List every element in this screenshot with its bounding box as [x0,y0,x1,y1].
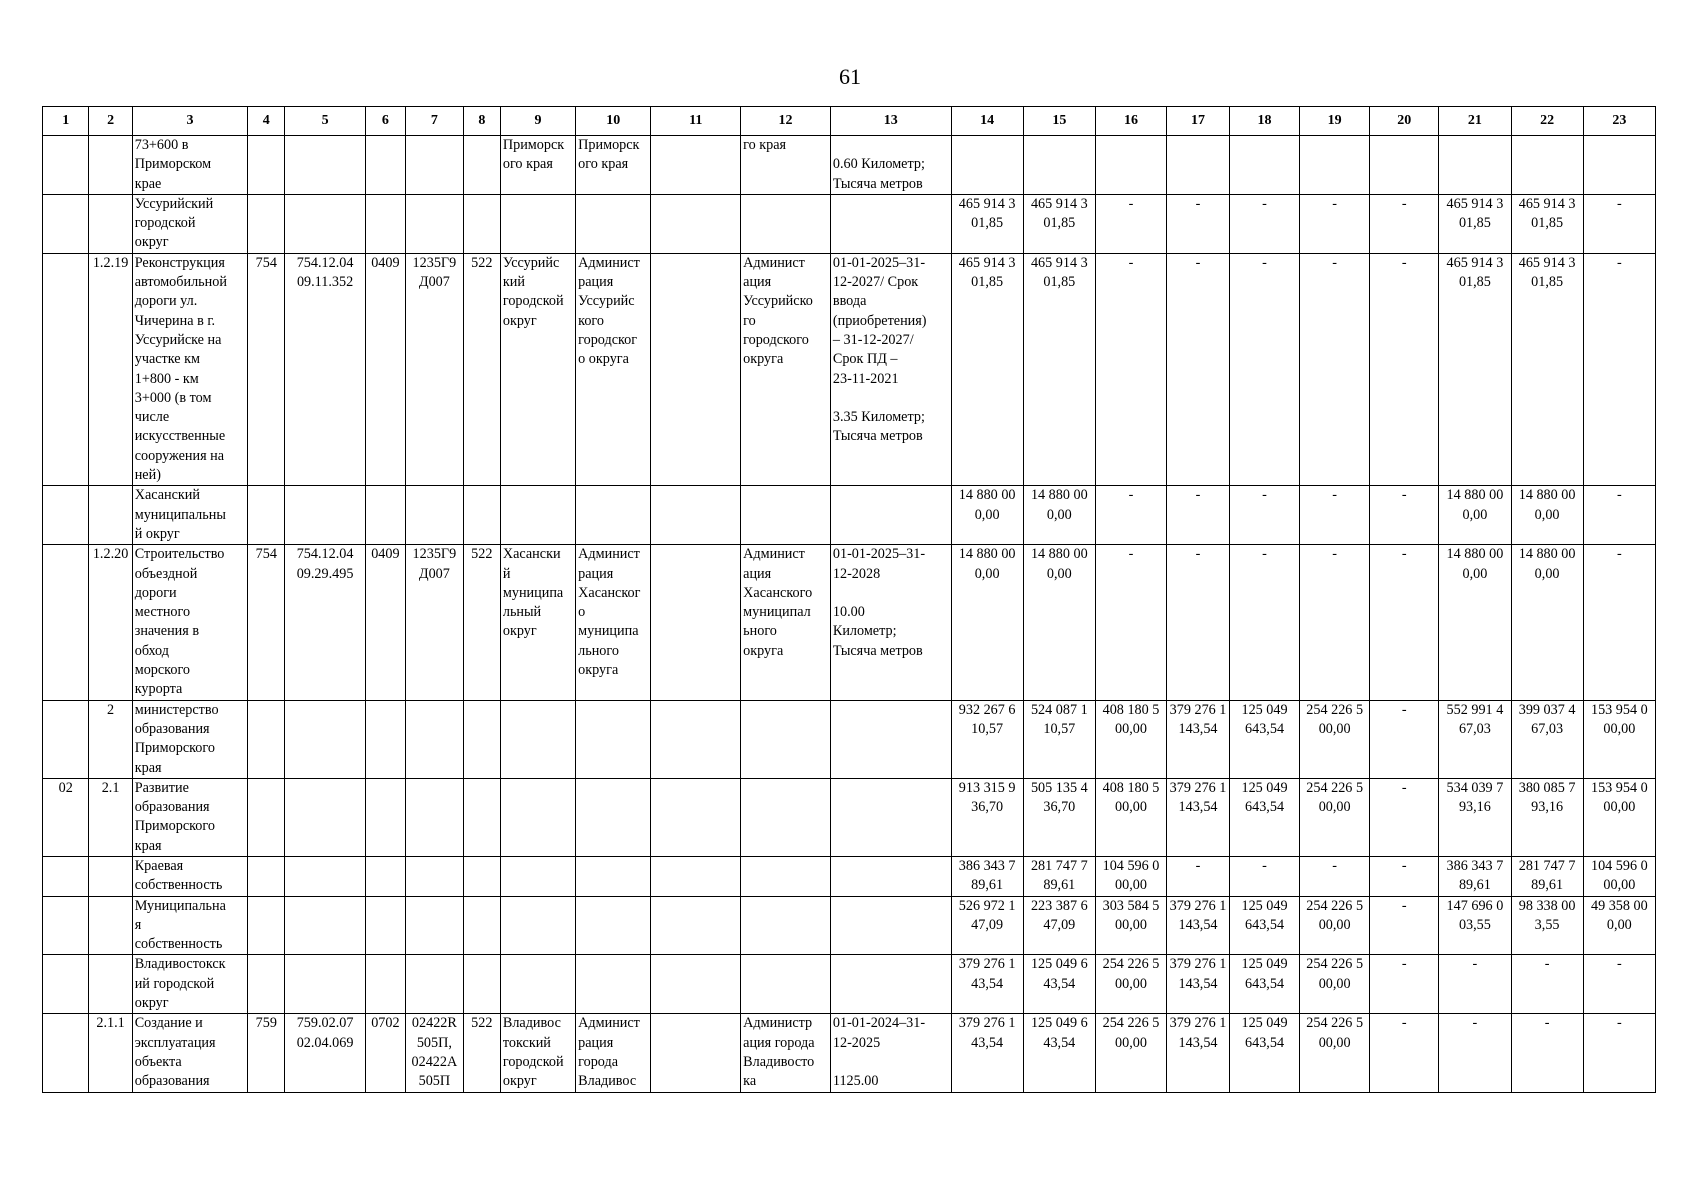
table-cell [43,955,89,1014]
table-cell [406,136,464,195]
table-cell [500,955,575,1014]
column-header: 17 [1167,107,1230,136]
table-cell [43,700,89,778]
table-row [43,1014,1656,1092]
table-cell: 104 596 0 00,00 [1583,856,1655,896]
table-cell: - [1370,700,1439,778]
table-cell: 125 049 6 43,54 [1023,955,1095,1014]
table-cell [365,955,405,1014]
table-row [43,194,1656,253]
table-cell [576,896,651,955]
table-cell [248,955,285,1014]
table-cell [43,856,89,896]
table-cell: 147 696 0 03,55 [1439,896,1511,955]
table-row [43,545,1656,700]
table-cell: 01-01-2025–31- 12-2028 10.00 Километр; Тысяча метров [830,545,951,700]
table-cell: 754 [248,253,285,486]
table-cell: 125 049 643,54 [1229,896,1299,955]
table-cell: Админист рация Хасанског о муниципа льного округа [576,545,651,700]
table-cell [406,486,464,545]
table-cell [1023,136,1095,195]
table-cell: - [1229,545,1299,700]
column-header: 12 [741,107,831,136]
table-cell [576,955,651,1014]
table-cell: 524 087 1 10,57 [1023,700,1095,778]
table-cell: 14 880 00 0,00 [1023,545,1095,700]
table-cell [830,896,951,955]
table-cell: 14 880 00 0,00 [951,545,1023,700]
table-cell: Админист ация Хасанского муниципал ьного округа [741,545,831,700]
table-cell: 0409 [365,253,405,486]
table-row [43,700,1656,778]
table-row [43,253,1656,486]
table-cell: - [1300,253,1370,486]
table-cell: 98 338 00 3,55 [1511,896,1583,955]
column-header: 13 [830,107,951,136]
table-cell: 1235Г9 Д007 [406,253,464,486]
table-cell [576,194,651,253]
table-cell: го края [741,136,831,195]
table-cell: - [1167,486,1230,545]
table-cell: 125 049 643,54 [1229,700,1299,778]
table-cell: 281 747 7 89,61 [1023,856,1095,896]
table-cell: 505 135 4 36,70 [1023,778,1095,856]
table-cell [500,700,575,778]
table-cell [248,700,285,778]
table-cell: - [1370,896,1439,955]
table-cell [463,955,500,1014]
table-cell: 399 037 4 67,03 [1511,700,1583,778]
column-header: 16 [1095,107,1166,136]
table-cell: 254 226 5 00,00 [1300,778,1370,856]
column-header: 3 [132,107,248,136]
table-cell: 380 085 7 93,16 [1511,778,1583,856]
table-cell: 522 [463,1014,500,1092]
table-cell: Приморск ого края [576,136,651,195]
table-cell: - [1511,955,1583,1014]
table-cell: Приморск ого края [500,136,575,195]
table-cell [463,486,500,545]
table-cell [406,955,464,1014]
table-cell [741,194,831,253]
table-cell: - [1300,486,1370,545]
table-cell: - [1370,778,1439,856]
table-cell: - [1583,486,1655,545]
column-header: 15 [1023,107,1095,136]
table-cell: 254 226 5 00,00 [1300,896,1370,955]
column-header: 19 [1300,107,1370,136]
column-header: 7 [406,107,464,136]
table-cell: Владивос токский городской округ [500,1014,575,1092]
table-cell [500,778,575,856]
table-cell: 281 747 7 89,61 [1511,856,1583,896]
table-cell [1439,136,1511,195]
table-cell [248,896,285,955]
table-cell: 552 991 4 67,03 [1439,700,1511,778]
table-cell: Развитие образования Приморского края [132,778,248,856]
table-cell: 759 [248,1014,285,1092]
table-cell [463,700,500,778]
table-cell [43,136,89,195]
table-cell: Создание и эксплуатация объекта образования [132,1014,248,1092]
table-cell [741,955,831,1014]
table-cell: - [1229,253,1299,486]
table-cell: 223 387 6 47,09 [1023,896,1095,955]
table-cell: - [1300,545,1370,700]
table-cell: - [1229,194,1299,253]
table-cell: 303 584 5 00,00 [1095,896,1166,955]
table-cell: 1235Г9 Д007 [406,545,464,700]
table-cell: - [1167,856,1230,896]
table-row [43,778,1656,856]
table-cell [1300,136,1370,195]
table-cell: - [1583,955,1655,1014]
table-cell: 14 880 00 0,00 [1439,545,1511,700]
table-cell [1370,136,1439,195]
table-cell [43,896,89,955]
table-cell: 02 [43,778,89,856]
table-cell: - [1095,545,1166,700]
table-cell [365,778,405,856]
table-cell [89,194,132,253]
table-cell: 14 880 00 0,00 [1023,486,1095,545]
table-cell: 932 267 6 10,57 [951,700,1023,778]
table-cell [830,856,951,896]
table-cell: 153 954 0 00,00 [1583,700,1655,778]
table-cell [285,136,365,195]
table-cell: 526 972 1 47,09 [951,896,1023,955]
column-header: 9 [500,107,575,136]
column-header: 20 [1370,107,1439,136]
table-cell: Админист ация Уссурийско го городского округа [741,253,831,486]
table-cell: Краевая собственность [132,856,248,896]
table-cell [89,486,132,545]
table-cell: 754 [248,545,285,700]
table-cell [651,700,741,778]
table-cell: 0702 [365,1014,405,1092]
table-cell: - [1229,856,1299,896]
table-cell: 386 343 7 89,61 [1439,856,1511,896]
table-cell: 465 914 3 01,85 [951,194,1023,253]
table-cell [365,700,405,778]
table-cell [651,194,741,253]
page-number: 61 [839,64,861,89]
table-cell [741,486,831,545]
table-cell [951,136,1023,195]
table-cell: 465 914 3 01,85 [1439,194,1511,253]
column-header: 22 [1511,107,1583,136]
table-cell [741,778,831,856]
table-cell [89,856,132,896]
table-cell [651,486,741,545]
table-cell: - [1095,486,1166,545]
table-cell: 14 880 00 0,00 [1439,486,1511,545]
table-cell: 2 [89,700,132,778]
table-cell [651,778,741,856]
table-cell: Уссурийс кий городской округ [500,253,575,486]
table-cell [43,545,89,700]
table-cell: 379 276 1 43,54 [951,955,1023,1014]
table-cell [365,856,405,896]
table-cell [43,486,89,545]
table-cell [576,700,651,778]
table-cell: министерство образования Приморского края [132,700,248,778]
table-cell [1167,136,1230,195]
table-cell: 379 276 1 143,54 [1167,955,1230,1014]
table-cell [500,486,575,545]
table-cell: 01-01-2024–31- 12-2025 1125.00 [830,1014,951,1092]
table-cell: 759.02.07 02.04.069 [285,1014,365,1092]
table-cell [741,896,831,955]
table-cell: 522 [463,545,500,700]
table-cell [365,194,405,253]
table-cell: - [1167,253,1230,486]
table-cell [741,856,831,896]
table-cell: - [1583,194,1655,253]
table-cell [576,778,651,856]
column-header: 5 [285,107,365,136]
table-cell: - [1439,1014,1511,1092]
column-header: 11 [651,107,741,136]
table-cell: 14 880 00 0,00 [951,486,1023,545]
table-cell: Админист рация Уссурийс кого городског о округа [576,253,651,486]
table-cell [1583,136,1655,195]
table-cell: 49 358 00 0,00 [1583,896,1655,955]
table-cell: - [1167,545,1230,700]
table-cell: 754.12.04 09.29.495 [285,545,365,700]
table-cell [365,896,405,955]
table-cell: 2.1 [89,778,132,856]
column-header: 2 [89,107,132,136]
table-cell [89,896,132,955]
table-cell: - [1370,856,1439,896]
table-cell: 379 276 1 143,54 [1167,700,1230,778]
table-row [43,955,1656,1014]
table-cell: 1.2.20 [89,545,132,700]
table-header-row [43,107,1656,136]
column-header: 6 [365,107,405,136]
table-cell [285,700,365,778]
table-cell [248,136,285,195]
table-cell [500,194,575,253]
table-cell [651,856,741,896]
table-cell [406,896,464,955]
table-cell: 125 049 6 43,54 [1023,1014,1095,1092]
table-cell: 1.2.19 [89,253,132,486]
table-cell: - [1583,253,1655,486]
table-cell [248,856,285,896]
table-cell [406,778,464,856]
table-cell: 465 914 3 01,85 [1023,253,1095,486]
table-cell [248,778,285,856]
table-cell: - [1095,253,1166,486]
table-row [43,856,1656,896]
table-cell: 2.1.1 [89,1014,132,1092]
table-cell [651,545,741,700]
table-cell: - [1583,1014,1655,1092]
table-cell: 14 880 00 0,00 [1511,486,1583,545]
table-cell [651,253,741,486]
column-header: 14 [951,107,1023,136]
column-header: 8 [463,107,500,136]
column-header: 21 [1439,107,1511,136]
table-cell [651,955,741,1014]
table-cell: - [1300,194,1370,253]
table-cell [406,700,464,778]
table-cell: 125 049 643,54 [1229,778,1299,856]
table-cell: 408 180 5 00,00 [1095,778,1166,856]
table-cell [1229,136,1299,195]
column-header: 1 [43,107,89,136]
table-cell [406,856,464,896]
table-cell [651,896,741,955]
table-cell [463,856,500,896]
table-cell: 754.12.04 09.11.352 [285,253,365,486]
table-row [43,136,1656,195]
table-cell [463,778,500,856]
table-cell: Админист рация города Владивос [576,1014,651,1092]
table-cell: 104 596 0 00,00 [1095,856,1166,896]
table-cell [830,486,951,545]
table-cell [285,955,365,1014]
table-cell [43,1014,89,1092]
table-cell [741,700,831,778]
column-header: 10 [576,107,651,136]
table-cell [830,778,951,856]
table-cell: - [1370,1014,1439,1092]
table-cell: 125 049 643,54 [1229,955,1299,1014]
table-cell [285,486,365,545]
table-cell: 02422R 505П, 02422А 505П [406,1014,464,1092]
table-cell: - [1583,545,1655,700]
table-cell [830,700,951,778]
table-cell [285,778,365,856]
table-cell [500,896,575,955]
table-cell: 465 914 3 01,85 [1511,194,1583,253]
table-cell: 522 [463,253,500,486]
table-cell: 386 343 7 89,61 [951,856,1023,896]
table-cell: 408 180 5 00,00 [1095,700,1166,778]
table-cell [89,955,132,1014]
table-cell: 465 914 3 01,85 [1023,194,1095,253]
table-cell: 01-01-2025–31- 12-2027/ Срок ввода (приобретения) – 31-12-2027/ Срок ПД – 23-11-2021 3.35 Километр; Тысяча метров [830,253,951,486]
table-cell: Строительство объездной дороги местного значения в обход морского курорта [132,545,248,700]
table-cell [463,896,500,955]
table-cell [89,136,132,195]
table-cell: Реконструкция автомобильной дороги ул. Чичерина в г. Уссурийске на участке км 1+800 - км 3+000 (в том числе искусственные сооружения на ней) [132,253,248,486]
table-cell: - [1439,955,1511,1014]
table-cell [651,1014,741,1092]
table-cell: 379 276 1 143,54 [1167,896,1230,955]
table-cell: - [1167,194,1230,253]
table-cell: 153 954 0 00,00 [1583,778,1655,856]
table-cell: 254 226 5 00,00 [1095,955,1166,1014]
table-cell: Владивостокск ий городской округ [132,955,248,1014]
table-cell [248,486,285,545]
column-header: 4 [248,107,285,136]
table-cell [463,194,500,253]
table-cell: 379 276 1 43,54 [951,1014,1023,1092]
budget-table [42,106,1656,1093]
table-cell [285,896,365,955]
table-cell [406,194,464,253]
column-header: 18 [1229,107,1299,136]
table-cell [576,486,651,545]
table-cell: 254 226 5 00,00 [1300,700,1370,778]
table-cell [500,856,575,896]
table-cell [285,194,365,253]
table-cell: 534 039 7 93,16 [1439,778,1511,856]
table-cell: 125 049 643,54 [1229,1014,1299,1092]
table-cell: Хасанский муниципальны й округ [132,486,248,545]
table-cell: 14 880 00 0,00 [1511,545,1583,700]
table-row [43,896,1656,955]
table-cell: Хасански й муниципа льный округ [500,545,575,700]
table-cell: 0409 [365,545,405,700]
table-cell: - [1300,856,1370,896]
table-cell: Уссурийский городской округ [132,194,248,253]
table-cell: 913 315 9 36,70 [951,778,1023,856]
table-cell: 254 226 5 00,00 [1300,955,1370,1014]
column-header: 23 [1583,107,1655,136]
table-cell: 254 226 5 00,00 [1300,1014,1370,1092]
table-cell [43,253,89,486]
table-cell [43,194,89,253]
table-cell [830,194,951,253]
table-cell: 73+600 в Приморском крае [132,136,248,195]
table-cell: - [1511,1014,1583,1092]
table-cell: - [1370,545,1439,700]
table-cell [463,136,500,195]
table-cell: - [1229,486,1299,545]
table-cell: 465 914 3 01,85 [1511,253,1583,486]
table-cell: 379 276 1 143,54 [1167,778,1230,856]
table-cell: - [1370,194,1439,253]
table-cell: - [1370,955,1439,1014]
table-cell: - [1370,253,1439,486]
table-cell [651,136,741,195]
table-row [43,486,1656,545]
table-cell [365,486,405,545]
table-cell [248,194,285,253]
table-cell [285,856,365,896]
table-cell: - [1370,486,1439,545]
table-cell: 254 226 5 00,00 [1095,1014,1166,1092]
table-cell: Муниципальна я собственность [132,896,248,955]
table-cell: - [1095,194,1166,253]
table-cell [1511,136,1583,195]
table-cell [830,955,951,1014]
table-cell: Администр ация города Владивосто ка [741,1014,831,1092]
table-cell [365,136,405,195]
table-cell: 465 914 3 01,85 [951,253,1023,486]
table-cell: 379 276 1 143,54 [1167,1014,1230,1092]
table-cell [576,856,651,896]
table-cell: 465 914 3 01,85 [1439,253,1511,486]
table-cell: 0.60 Километр; Тысяча метров [830,136,951,195]
table-cell [1095,136,1166,195]
